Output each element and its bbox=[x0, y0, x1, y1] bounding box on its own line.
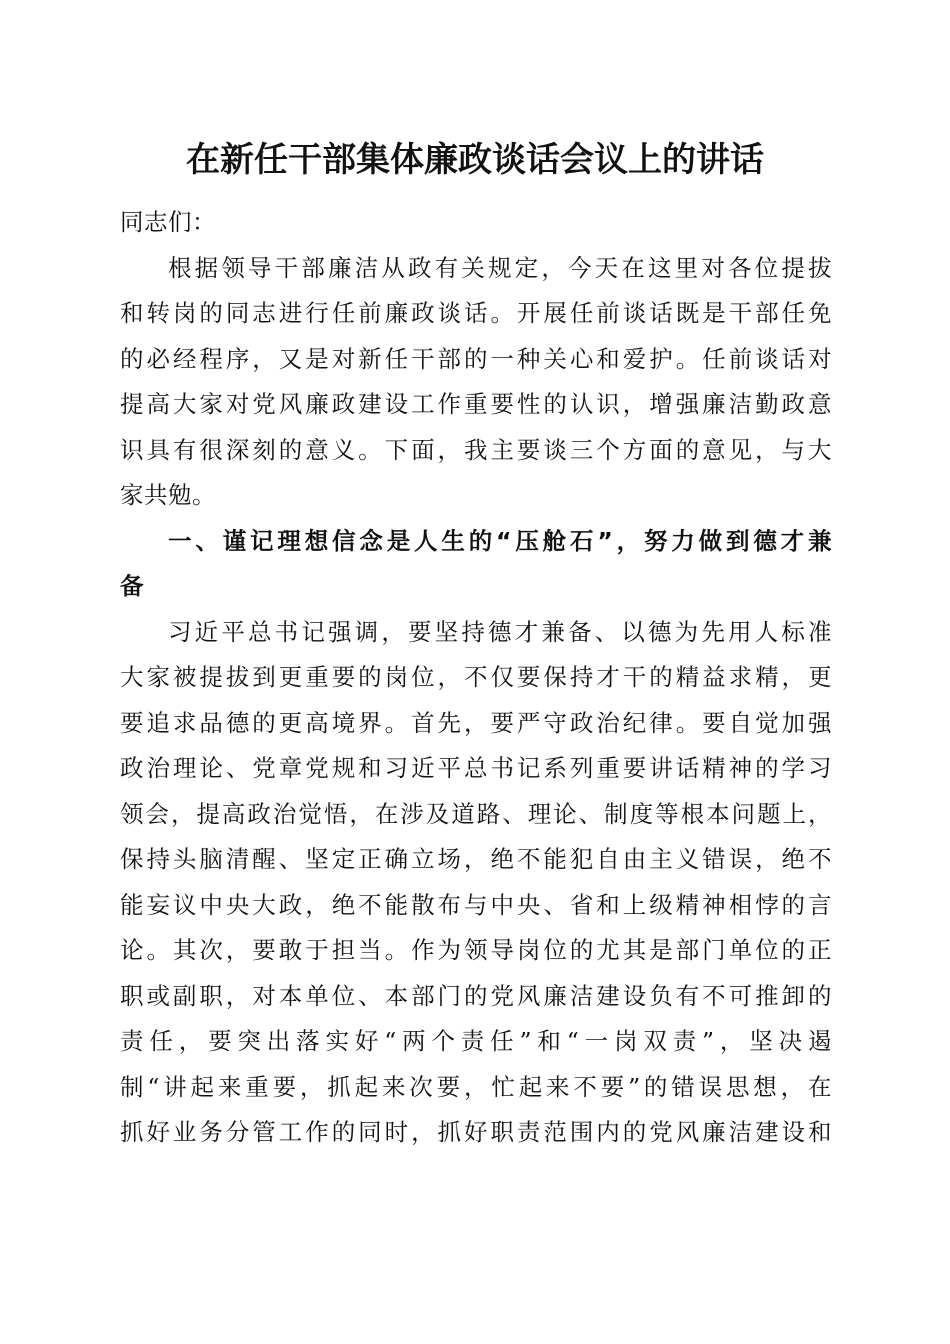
paragraph-line: 责任，要突出落实好“两个责任”和“一岗双责”，坚决遏 bbox=[120, 1027, 832, 1055]
paragraph-line: 的必经程序，又是对新任干部的一种关心和爱护。任前谈话对 bbox=[120, 344, 832, 373]
paragraph-line: 职或副职，对本单位、本部门的党风廉洁建设负有不可推卸的 bbox=[120, 981, 832, 1010]
paragraph-line: 要追求品德的更高境界。首先，要严守政治纪律。要自觉加强 bbox=[120, 708, 832, 737]
paragraph-line: 领会，提高政治觉悟，在涉及道路、理论、制度等根本问题上， bbox=[120, 799, 832, 828]
paragraph-line: 政治理论、党章党规和习近平总书记系列重要讲话精神的学习 bbox=[120, 754, 832, 782]
document-body bbox=[120, 200, 832, 1156]
document-title: 在新任干部集体廉政谈话会议上的讲话 bbox=[186, 140, 764, 180]
paragraph-line: 能妄议中央大政，绝不能散布与中央、省和上级精神相悖的言 bbox=[120, 890, 832, 919]
paragraph-line: 保持头脑清醒、坚定正确立场，绝不能犯自由主义错误，绝不 bbox=[120, 845, 832, 873]
paragraph-line: 制“讲起来重要，抓起来次要，忙起来不要”的错误思想，在 bbox=[120, 1072, 832, 1101]
greeting: 同志们： bbox=[120, 208, 216, 236]
paragraph-line: 根据领导干部廉洁从政有关规定，今天在这里对各位提拔 bbox=[168, 253, 832, 282]
paragraph-line: 和转岗的同志进行任前廉政谈话。开展任前谈话既是干部任免 bbox=[120, 299, 832, 327]
paragraph-line: 家共勉。 bbox=[120, 481, 216, 509]
heading-line: 一、谨记理想信念是人生的“压舱石”，努力做到德才兼 bbox=[168, 526, 832, 555]
paragraph-line: 抓好业务分管工作的同时，抓好职责范围内的党风廉洁建设和 bbox=[120, 1118, 832, 1146]
paragraph-1 bbox=[120, 246, 832, 519]
paragraph-2 bbox=[120, 610, 832, 1156]
paragraph-line: 识具有很深刻的意义。下面，我主要谈三个方面的意见，与大 bbox=[120, 435, 832, 464]
paragraph-line: 提高大家对党风廉政建设工作重要性的认识，增强廉洁勤政意 bbox=[120, 390, 832, 418]
paragraph-line: 论。其次，要敢于担当。作为领导岗位的尤其是部门单位的正 bbox=[120, 936, 832, 964]
heading-line: 备 bbox=[120, 572, 144, 600]
paragraph-line: 习近平总书记强调，要坚持德才兼备、以德为先用人标准 bbox=[168, 617, 832, 646]
section-heading-1 bbox=[120, 519, 832, 610]
paragraph-line: 大家被提拔到更重要的岗位，不仅要保持才干的精益求精，更 bbox=[120, 663, 832, 691]
